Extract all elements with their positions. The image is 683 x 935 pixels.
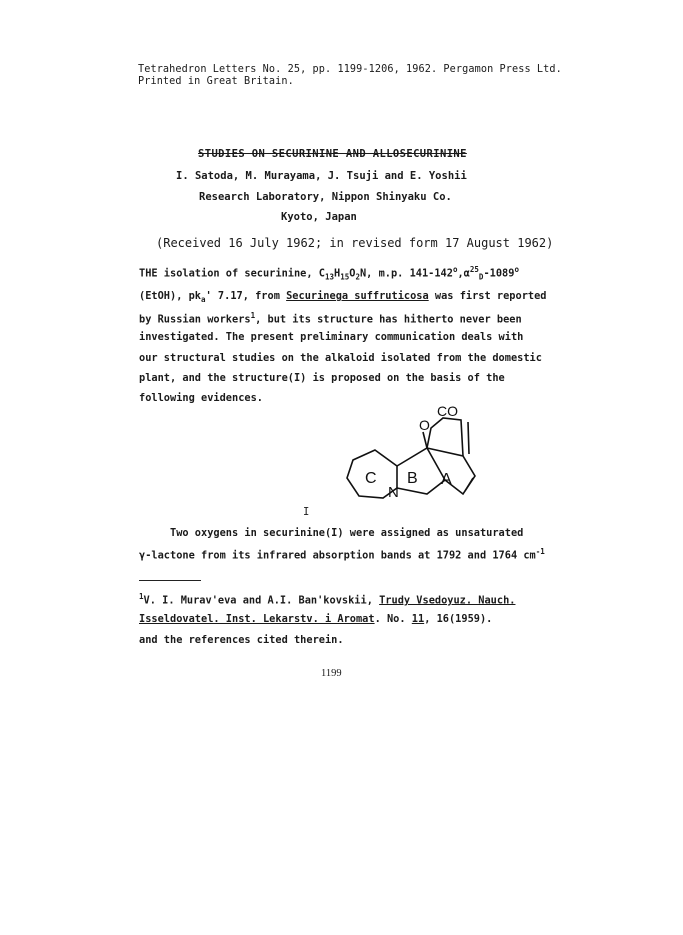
body-line-1: THE isolation of securinine, $C_{13}H_{15}O_2N$, m.p. $141-142^o,\alpha^{25}_D-1089^o$ [139, 265, 519, 282]
species-name: Securinega suffruticosa [286, 290, 429, 302]
ring-a-label: A [441, 471, 452, 488]
structure-label: I [303, 506, 310, 518]
body-line-6: plant, and the structure(I) is proposed on the basis of the [139, 372, 505, 384]
footnote-line-2: Isseldovatel. Inst. Lekarstv. i Aromat. No. 11, 16(1959). [139, 613, 493, 625]
body-line-5: our structural studies on the alkaloid isolated from the domestic [139, 352, 542, 364]
nitrogen-atom: N [388, 484, 399, 501]
lactone-double-bond [468, 422, 469, 454]
city: Kyoto, Japan [281, 211, 357, 223]
o-bond [423, 432, 427, 448]
ring-b-label: B [407, 470, 418, 487]
page-number: 1199 [321, 668, 342, 679]
footnote-divider [139, 580, 201, 581]
body-line-7: following evidences. [139, 392, 263, 404]
oxygen-atom: O [419, 417, 430, 433]
body-line-8: Two oxygens in securinine(I) were assigned as unsaturated [170, 527, 524, 539]
journal-header: Tetrahedron Letters No. 25, pp. 1199-1206, 1962. Pergamon Press Ltd. [138, 64, 562, 75]
body-line-9: γ-lactone from its infrared absorption bands at 1792 and 1764 $cm^{-1}$ [139, 547, 545, 562]
ring-a-double-bond [465, 478, 473, 491]
body-line-4: investigated. The present preliminary communication deals with [139, 331, 524, 343]
print-location: Printed in Great Britain. [138, 76, 294, 87]
affiliation: Research Laboratory, Nippon Shinyaku Co. [199, 191, 452, 203]
ring-b-outline [397, 448, 445, 494]
body-line-3: by Russian workers$^1$, but its structure has hitherto never been [139, 311, 522, 326]
securinine-structure-diagram [335, 398, 500, 508]
footnote-line-1: $^1$V. I. Murav'eva and A.I. Ban'kovskii, Trudy Vsedoyuz. Nauch. [139, 592, 516, 607]
body-line-2: (EtOH), $pk_a'$ 7.17, from Securinega suffruticosa was first reported [139, 290, 547, 305]
lactone-ring [427, 418, 463, 456]
authors: I. Satoda, M. Murayama, J. Tsuji and E. Yoshii [176, 170, 467, 182]
footnote-line-3: and the references cited therein. [139, 634, 344, 646]
article-title: STUDIES ON SECURININE AND ALLOSECURININE [198, 148, 467, 160]
received-dates: (Received 16 July 1962; in revised form 17 August 1962) [156, 236, 554, 250]
carbonyl-group: CO [437, 403, 458, 419]
ring-c-label: C [365, 470, 377, 487]
